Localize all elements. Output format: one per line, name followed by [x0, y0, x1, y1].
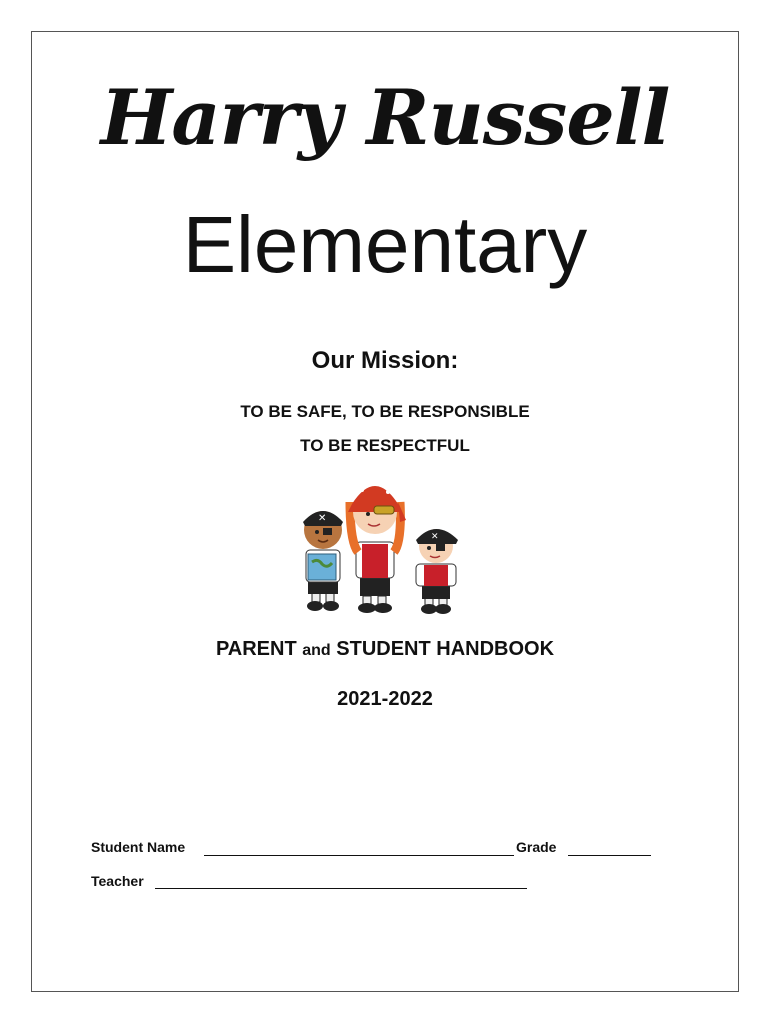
student-name-label: Student Name	[91, 839, 186, 855]
handbook-title-part1: PARENT	[215, 638, 303, 660]
svg-text:✕: ✕	[431, 532, 439, 542]
handbook-title-part2: STUDENT HANDBOOK	[330, 638, 555, 660]
handbook-title-and: and	[302, 642, 331, 659]
pirate-kids-illustration	[290, 472, 480, 622]
school-year: 2021-2022	[337, 688, 433, 710]
handbook-title	[0, 638, 770, 661]
school-type: Elementary	[182, 200, 588, 289]
pirate-girl-middle	[348, 482, 406, 613]
teacher-label: Teacher	[91, 873, 144, 889]
mission-line-2: TO BE RESPECTFUL	[300, 436, 470, 455]
grade-line[interactable]	[568, 855, 651, 856]
grade-label: Grade	[516, 839, 557, 855]
mission-line-1: TO BE SAFE, TO BE RESPONSIBLE	[240, 402, 530, 421]
teacher-line[interactable]	[155, 888, 527, 889]
svg-text:✕: ✕	[318, 513, 327, 524]
pirate-kid-left	[303, 511, 343, 611]
student-name-line[interactable]	[204, 855, 514, 856]
school-name: Harry Russell	[100, 73, 670, 162]
pirate-kid-right	[416, 529, 458, 614]
mission-heading: Our Mission:	[311, 347, 459, 374]
